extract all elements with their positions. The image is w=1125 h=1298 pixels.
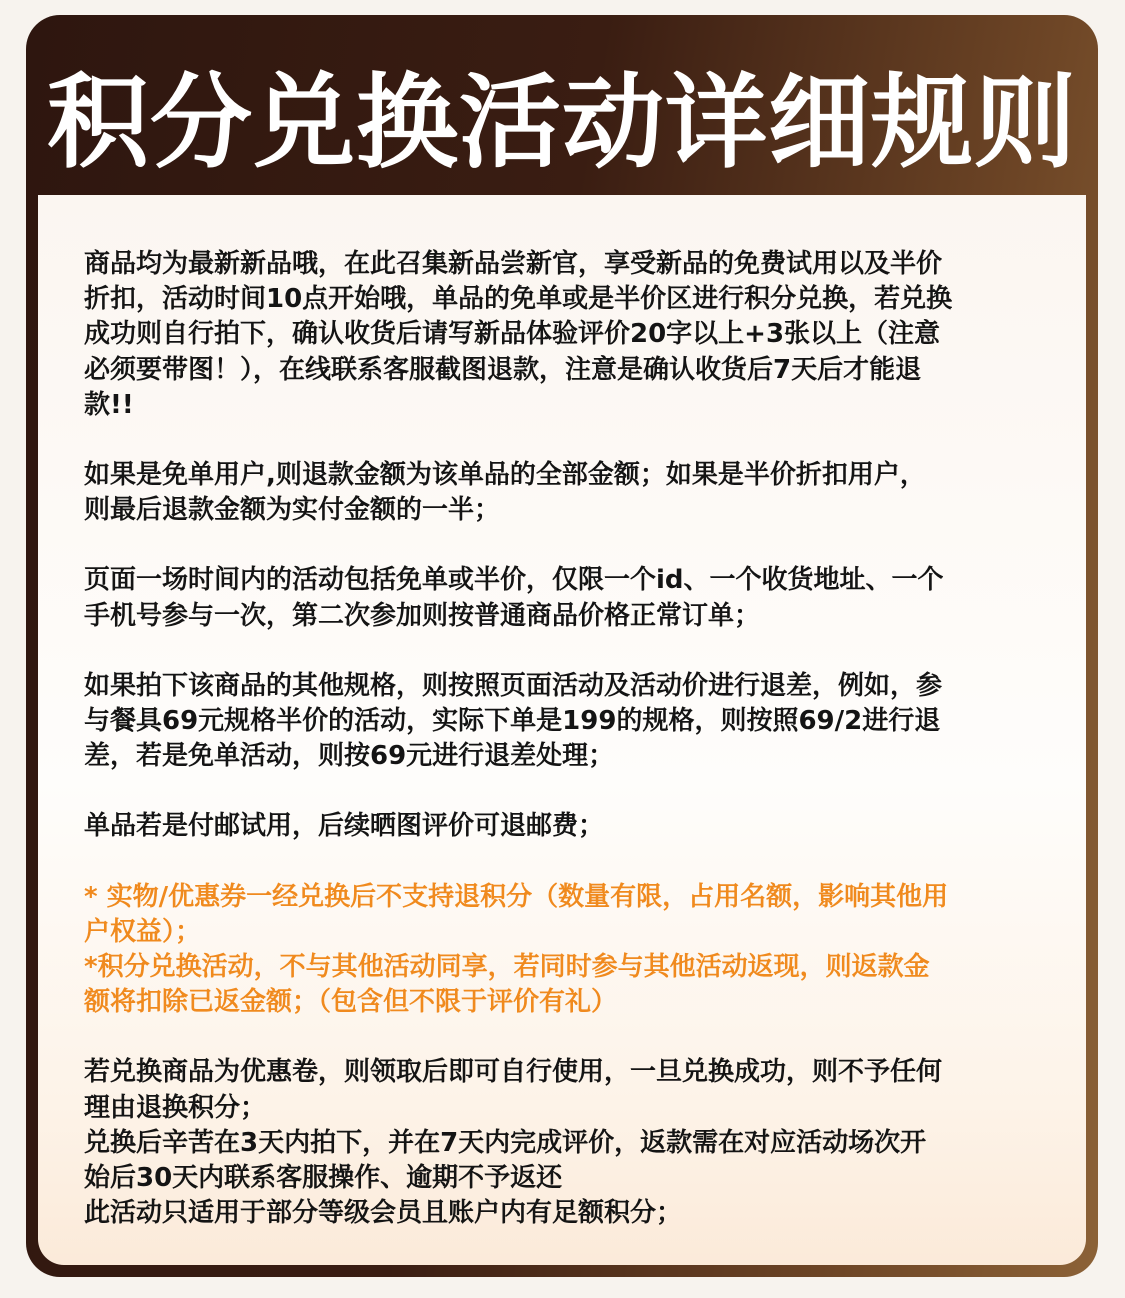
rule-paragraph-limit: 页面一场时间内的活动包括免单或半价，仅限一个id、一个收货地址、一个 手机号参与一次，第二次参加则按普通商品价格正常订单； xyxy=(84,565,944,631)
rule-paragraph-eligibility: 此活动只适用于部分等级会员且账户内有足额积分； xyxy=(84,1198,683,1229)
rule-paragraph-shipping: 单品若是付邮试用，后续晒图评价可退邮费； xyxy=(84,811,605,842)
page-title: 积分兑换活动详细规则 xyxy=(47,64,1077,183)
rule-paragraph-spec: 如果拍下该商品的其他规格，则按照页面活动及活动价进行退差，例如，参 与餐具69元规格半价的活动，实际下单是199的规格，则按照69/2进行退 差，若是免单活动，则按69元进行退差处理； xyxy=(84,670,943,772)
rule-paragraph-coupon: 若兑换商品为优惠卷，则领取后即可自行使用，一旦兑换成功，则不予任何 理由退换积分； xyxy=(84,1057,943,1123)
rules-card xyxy=(26,15,1098,1277)
rule-paragraph-refund: 如果是免单用户,则退款金额为该单品的全部金额；如果是半价折扣用户， 则最后退款金额为实付金额的一半； xyxy=(84,460,926,526)
rule-paragraph-intro: 商品均为最新新品哦，在此召集新品尝新官，享受新品的免费试用以及半价 折扣，活动时间10点开始哦，单品的免单或是半价区进行积分兑换，若兑换 成功则自行拍下，确认收货后请写新品体验评价20字以上+3张以上（注意 必须要带图！），在线联系客服截图退款，注意是确认收货后7天后才能退 款!! xyxy=(84,249,953,420)
notice-no-refund-points: * 实物/优惠券一经兑换后不支持退积分（数量有限，占用名额，影响其他用 户权益）； xyxy=(84,881,949,947)
rules-panel xyxy=(38,195,1086,1265)
notice-no-stacking: *积分兑换活动，不与其他活动同享，若同时参与其他活动返现，则返款金 额将扣除已返金额；（包含但不限于评价有礼） xyxy=(84,952,930,1018)
rule-paragraph-deadline: 兑换后辛苦在3天内拍下，并在7天内完成评价，返款需在对应活动场次开 始后30天内联系客服操作、逾期不予返还 xyxy=(84,1127,927,1194)
